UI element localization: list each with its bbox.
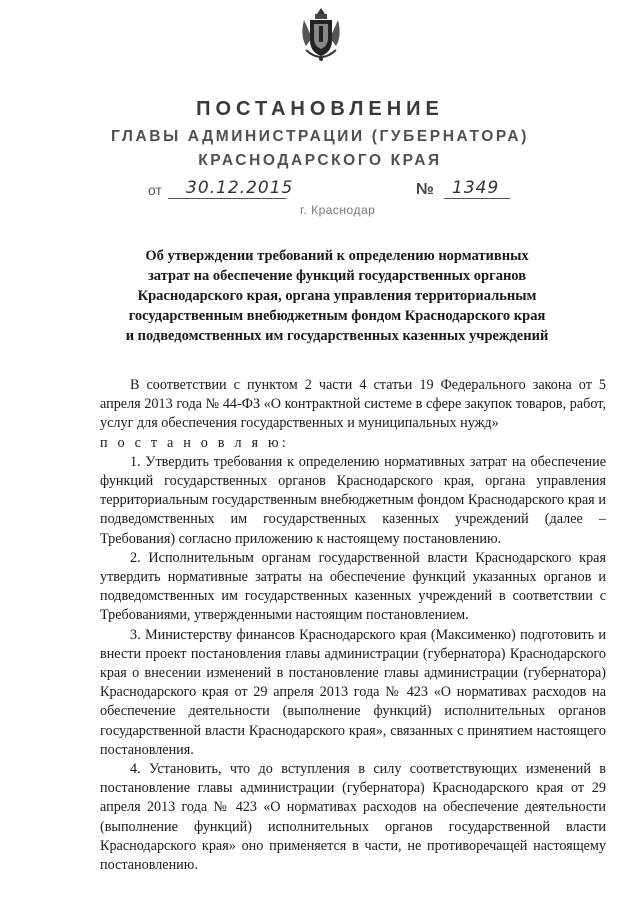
number-label: № xyxy=(416,181,434,198)
title-line: и подведомственных им государственных казенных учреждений xyxy=(125,328,549,344)
title-line: государственным внебюджетным фондом Краснодарского края xyxy=(128,308,546,324)
date-number-row xyxy=(0,180,640,202)
paragraph-1: 1. Утвердить требования к определению нормативных затрат на обеспечение функций государственных органов Краснодарского края, органа управления территориальным государственным внебюджетным фондом Краснодарского края и подведомственных им государственных казенных учреждений (далее – Требования) согласно приложению к настоящему постановлению. xyxy=(100,453,606,547)
document-date: 30.12.2015 xyxy=(186,178,294,198)
coat-of-arms-icon xyxy=(298,6,344,64)
intro-paragraph: В соответствии с пунктом 2 части 4 статьи 19 Федерального закона от 5 апреля 2013 года № 44-ФЗ «О контрактной системе в сфере закупок товаров, работ, услуг для обеспечения государственных и муниципальных нужд» xyxy=(100,377,606,432)
document-title xyxy=(110,246,564,346)
document-body xyxy=(100,376,606,875)
date-underline xyxy=(168,198,286,199)
number-underline xyxy=(444,198,510,199)
document-number: 1349 xyxy=(452,178,500,198)
paragraph-4: 4. Установить, что до вступления в силу соответствующих изменений в постановление главы администрации (губернатора) Краснодарского края от 29 апреля 2013 года № 423 «О нормативах расходов на обеспечение деятельности (выполнение функций) исполнительных органов государственной власти Краснодарского края» оно применяется в части, не противоречащей настоящему постановлению. xyxy=(100,761,606,874)
decree-word: п о с т а н о в л я ю: xyxy=(100,434,289,451)
title-line: Краснодарского края, органа управления территориальным xyxy=(137,288,537,304)
title-line: Об утверждении требований к определению нормативных xyxy=(145,248,529,264)
date-label: от xyxy=(148,182,162,198)
paragraph-2: 2. Исполнительным органам государственной власти Краснодарского края утвердить нормативные затраты на обеспечение функций указанных органов и подведомственных им государственных казенных учреждений в соответствии с Требованиями, утвержденными настоящим постановлением. xyxy=(100,549,606,624)
city-label: г. Краснодар xyxy=(300,203,376,217)
paragraph-3: 3. Министерству финансов Краснодарского края (Максименко) подготовить и внести проект постановления главы администрации (губернатора) Краснодарского края о внесении изменений в постановление главы администрации (губернатора) Краснодарского края от 29 апреля 2013 года № 423 «О нормативах расходов на обеспечение деятельности (выполнение функций) исполнительных органов государственной власти Краснодарского края», связанных с принятием настоящего постановления. xyxy=(100,626,606,758)
issuer-heading: ГЛАВЫ АДМИНИСТРАЦИИ (ГУБЕРНАТОРА) xyxy=(111,128,529,145)
title-line: затрат на обеспечение функций государственных органов xyxy=(147,268,527,284)
region-heading: КРАСНОДАРСКОГО КРАЯ xyxy=(198,152,442,169)
document-type-heading: ПОСТАНОВЛЕНИЕ xyxy=(196,98,444,120)
